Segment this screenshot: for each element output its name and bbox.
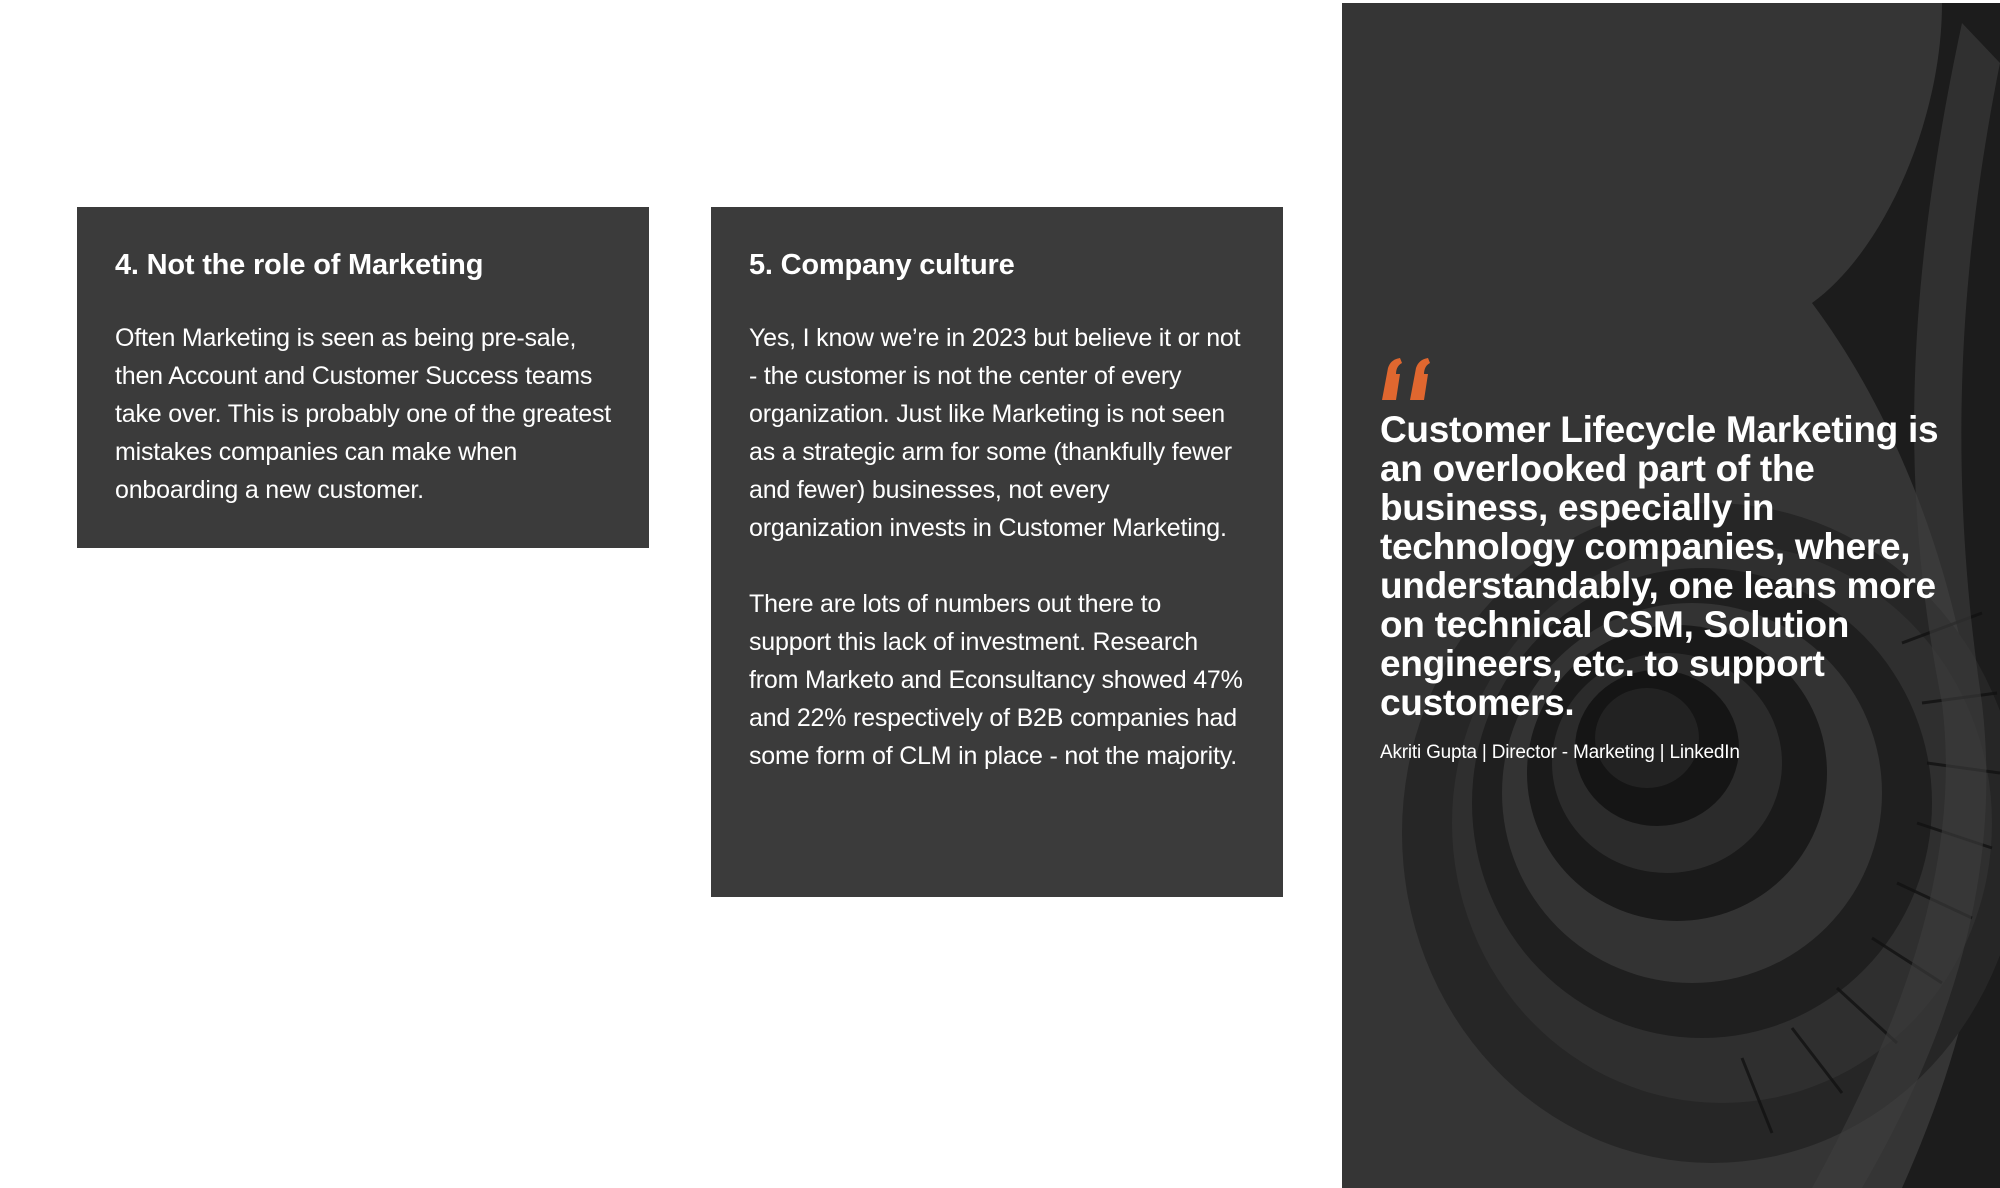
card-paragraph: There are lots of numbers out there to support this lack of investment. Research from Marketo and Econsultancy showed 47% and 22% respectively of B2B companies had some form of CLM in place - not the majority. bbox=[749, 590, 1243, 770]
card-company-culture bbox=[711, 207, 1283, 897]
card-title: 5. Company culture bbox=[749, 249, 1015, 281]
quote-block bbox=[1380, 358, 1940, 766]
quote-mark-icon bbox=[1380, 358, 1434, 400]
card-body bbox=[749, 319, 1245, 775]
card-body bbox=[115, 319, 611, 509]
card-paragraph: Yes, I know we’re in 2023 but believe it or not - the customer is not the center of every organization. Just like Marketing is not seen as a strategic arm for some (thankfully fewer and fewer) businesses, not every organization invests in Customer Marketing. bbox=[749, 324, 1241, 542]
quote-text: Customer Lifecycle Marketing is an overlooked part of the business, especially in technology companies, where, understandably, one leans more on technical CSM, Solution engineers, etc. to support customers. bbox=[1380, 409, 1939, 723]
card-title: 4. Not the role of Marketing bbox=[115, 249, 484, 281]
quote-attribution: Akriti Gupta | Director - Marketing | LinkedIn bbox=[1380, 742, 1740, 763]
quote-panel bbox=[1342, 3, 2000, 1188]
card-paragraph: Often Marketing is seen as being pre-sale, then Account and Customer Success teams take over. This is probably one of the greatest mistakes companies can make when onboarding a new customer. bbox=[115, 324, 611, 504]
card-not-role-of-marketing bbox=[77, 207, 649, 548]
